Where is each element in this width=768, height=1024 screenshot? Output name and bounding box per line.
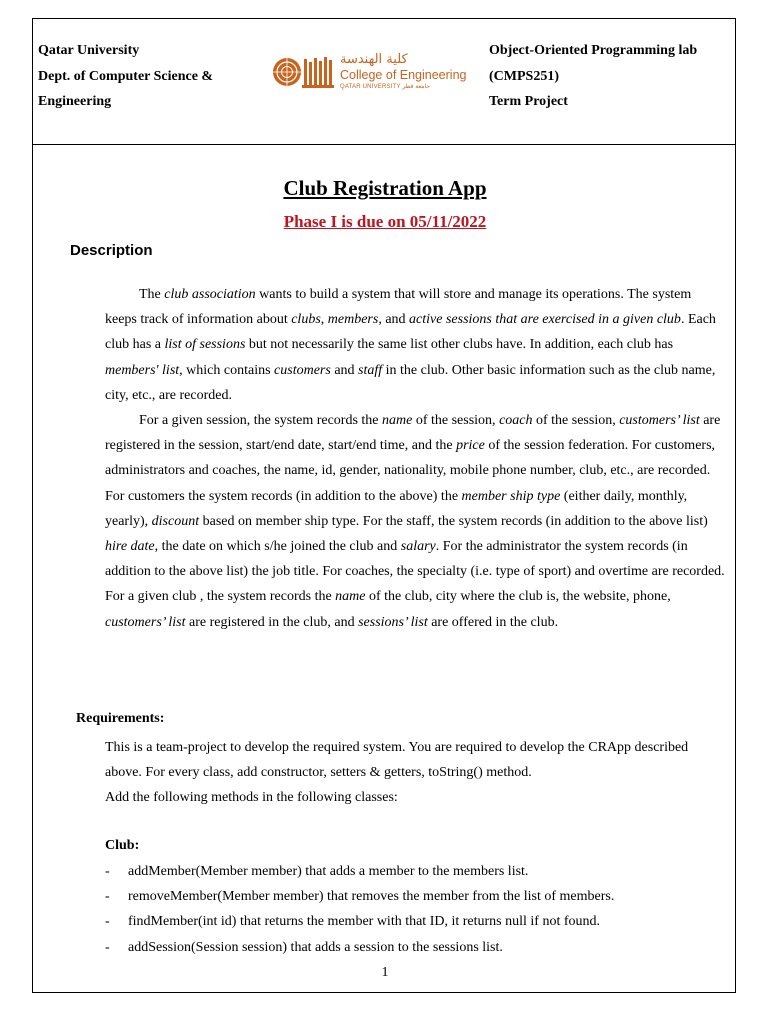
- list-item: - findMember(int id) that returns the member with that ID, it returns null if not found.: [105, 914, 601, 930]
- list-item: - addMember(Member member) that adds a member to the members list.: [105, 864, 529, 879]
- requirements-line: Add the following methods in the following classes:: [105, 790, 398, 806]
- header-university: Qatar University: [38, 43, 140, 58]
- logo-arabic-text: كلية الهندسة: [340, 52, 408, 67]
- header-left: [38, 38, 213, 115]
- list-item: - addSession(Session session) that adds a session to the sessions list.: [105, 939, 503, 955]
- header-project-type: Term Project: [489, 94, 568, 109]
- document-title: Club Registration App: [283, 176, 487, 200]
- due-date: Phase I is due on 05/11/2022: [283, 212, 487, 231]
- college-emblem-icon: [270, 53, 336, 91]
- header-department: Dept. of Computer Science &: [38, 68, 214, 84]
- college-logo: [270, 51, 467, 93]
- list-item: - removeMember(Member member) that removes the member from the list of members.: [105, 889, 615, 905]
- description-paragraph-2: For a given session, the system records the name of the session, coach of the session, customers’ list are registered in the session, start/end date, start/end time, and the price of the session federation. For customers, administrators and coaches, the name, id, gender, nationality, mobile phone number, club, etc., are recorded. For customers the system records (in addition to the above) the member ship type (either daily, monthly, yearly), discount based on member ship type. For the staff, the system records (in addition to the above list) hire date, the date on which s/he joined the club and salary. For the administrator the system records (in addition to the above list) the job title. For coaches, the specialty (i.e. type of sport) and overtime are recorded. For a given club , the system records the name of the club, city where the club is, the website, phone, customers’ list are registered in the club, and sessions’ list are offered in the club.: [105, 413, 725, 630]
- requirements-line: This is a team-project to develop the required system. You are required to develop the CRApp described above. For every class, add constructor, setters & getters, toString() method.: [105, 740, 689, 781]
- header-right: [489, 38, 697, 115]
- header-department-cont: Engineering: [38, 94, 112, 109]
- document-page: [32, 18, 736, 993]
- club-methods-list: [105, 859, 725, 960]
- logo-university-text: QATAR UNIVERSITY جامعة قطر: [340, 84, 431, 90]
- page-number: 1: [381, 965, 389, 980]
- description-paragraph-1: The club association wants to build a system that will store and manage its operations. The system keeps track of information about clubs, members, and active sessions that are exercised in a given club. Each club has a list of sessions but not necessarily the same list other clubs have. In addition, each club has members' list, which contains customers and staff in the club. Other basic information such as the club name, city, etc., are recorded.: [105, 287, 716, 403]
- logo-english-text: College of Engineering: [340, 68, 467, 82]
- header-course: Object-Oriented Programming lab: [489, 43, 698, 58]
- requirements-heading: Requirements:: [76, 711, 165, 726]
- document-header: [33, 19, 735, 145]
- requirements-body: [105, 735, 725, 811]
- club-heading: Club:: [105, 838, 140, 853]
- description-heading: Description: [70, 242, 153, 259]
- header-course-code: (CMPS251): [489, 68, 559, 84]
